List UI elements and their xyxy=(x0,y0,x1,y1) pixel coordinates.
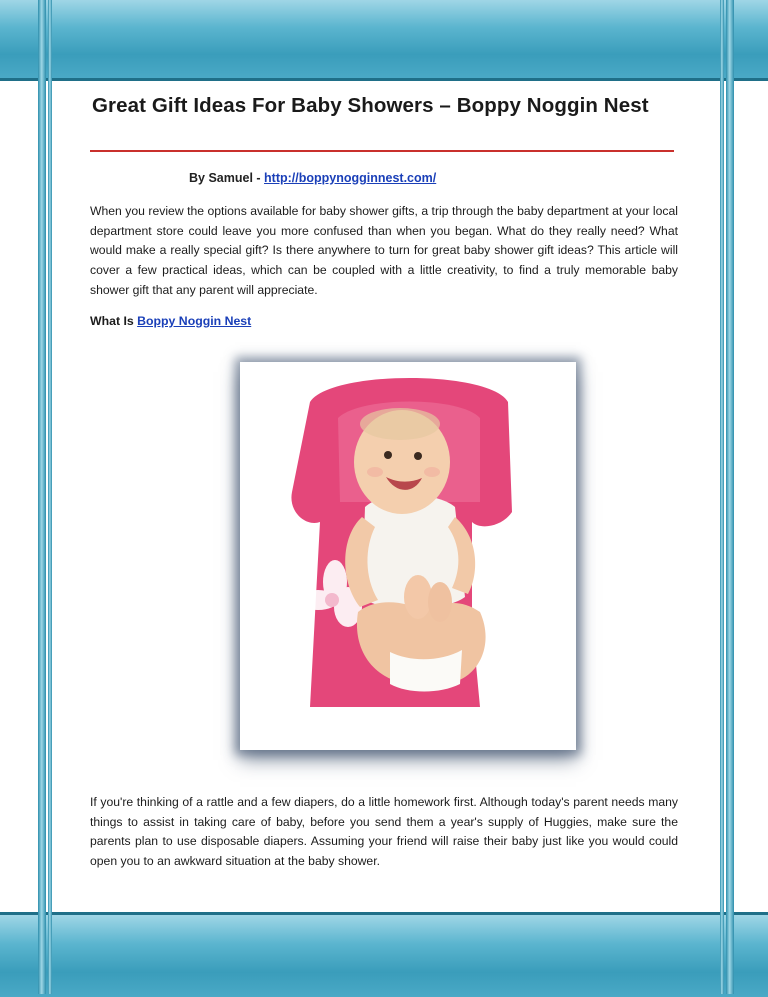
byline-link[interactable]: http://boppynogginnest.com/ xyxy=(264,171,437,185)
baby-on-pillow-image xyxy=(240,362,576,750)
baby-foot-right xyxy=(428,582,452,622)
baby-cheek-left xyxy=(367,467,383,477)
baby-foot-left xyxy=(404,575,432,619)
baby-eye-left xyxy=(384,451,392,459)
baby-eye-right xyxy=(414,452,422,460)
left-rail-inner xyxy=(48,0,52,994)
product-link[interactable]: Boppy Noggin Nest xyxy=(137,314,252,328)
body-paragraph: If you're thinking of a rattle and a few diapers, do a little homework first. Although today's parent needs many things to assist in taking care of baby, before you send them a year's supply of Huggies, make sure the parents plan to use disposable diapers. Assuming your friend will raise their baby just like you would could open you to an awkward situation at the baby shower. xyxy=(90,795,678,869)
baby-cheek-right xyxy=(424,467,440,477)
section-heading xyxy=(90,314,251,328)
right-rail-inner xyxy=(720,0,724,994)
left-rail-outer xyxy=(38,0,46,994)
header-band xyxy=(0,0,768,81)
baby-hair xyxy=(360,408,440,440)
page-title: Great Gift Ideas For Baby Showers – Boppy Noggin Nest xyxy=(92,94,649,117)
heading-prefix: What Is xyxy=(90,314,138,328)
right-rail-outer xyxy=(726,0,734,994)
intro-paragraph: When you review the options available for baby shower gifts, a trip through the baby department at your local department store could leave you more confused than when you began. What do they really need? What would make a really special gift? Is there anywhere to turn for great baby shower gift ideas? This article will cover a few practical ideas, which can be coupled with a little creativity, to find a truly memorable baby shower gift that any parent will appreciate. xyxy=(90,204,678,297)
page xyxy=(54,81,718,909)
title-divider xyxy=(90,150,674,152)
byline-author: By Samuel - xyxy=(189,171,265,185)
product-photo xyxy=(240,362,576,750)
byline xyxy=(189,171,436,185)
footer-band xyxy=(0,912,768,997)
